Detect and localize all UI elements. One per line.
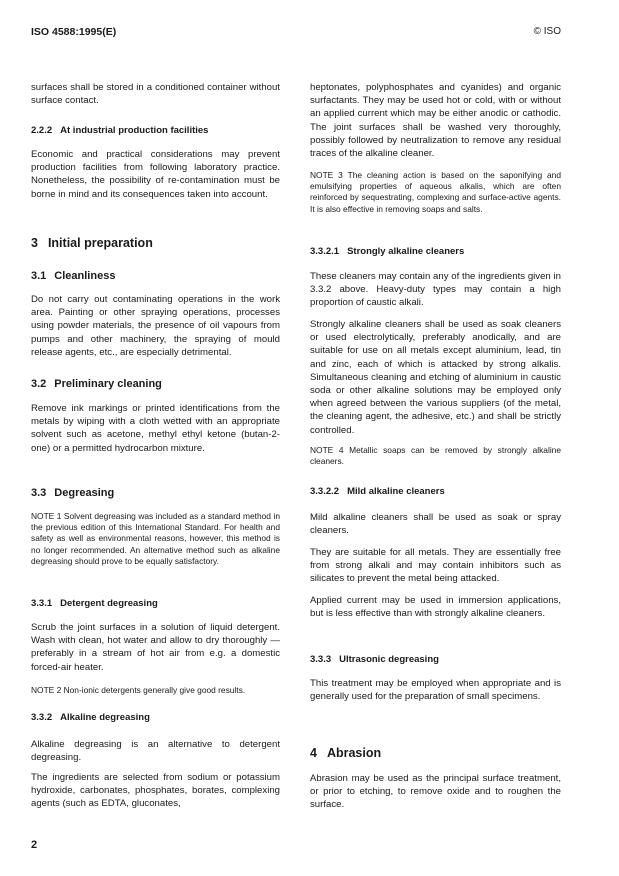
section-heading-3-3-2-2 [310,486,561,497]
paragraph: Mild alkaline cleaners shall be used as soak or spray cleaners. [310,512,561,537]
section-heading-3-3-2-1 [310,246,561,257]
section-heading-3-3 [31,487,280,499]
section-heading-4 [310,746,561,760]
section-number: 3.1 [31,270,47,282]
section-heading-3-3-1 [31,598,280,609]
paragraph: surfaces shall be stored in a conditioned container without surface contact. [31,82,280,107]
paragraph: Alkaline degreasing is an alternative to detergent degreasing. [31,739,280,764]
copyright-mark: © ISO [533,26,561,37]
note: NOTE 1 Solvent degreasing was included as a standard method in the previous edition of this International Standard. For health and safety as well as environmental reasons, however, this method is no longer recommended. An alternative method such as alkaline degreasing should prove to be equally satisfactory. [31,511,280,566]
paragraph: Strongly alkaline cleaners shall be used as soak cleaners or used electrolytically, preferably anodically, and are suitable for use on all metals except aluminium, lead, tin and zinc, each of which is attacked by strong alkalis. Simultaneous cleaning and etching of aluminium in caustic soda or other alkaline solutions may be employed only when agreed between the various suppliers (of the metal, the cleaning agent, the adhesive, etc.) and shall be strictly controlled. [310,319,561,436]
section-title: Ultrasonic degreasing [339,654,439,665]
section-title: At industrial production facilities [60,125,209,136]
note: NOTE 4 Metallic soaps can be removed by strongly alkaline cleaners. [310,445,561,467]
section-number: 3.3.2 [31,712,53,723]
section-number: 4 [310,746,317,760]
paragraph: Economic and practical considerations may prevent production facilities from following laboratory practice. Nonetheless, the possibility of re-contamination must be borne in mind and its consequences taken into account. [31,149,280,200]
paragraph: They are suitable for all metals. They are essentially free from strong alkali and may contain inhibitors such as silicates to prevent the metal being attacked. [310,547,561,585]
paragraph: These cleaners may contain any of the ingredients given in 3.3.2 above. Heavy-duty types may contain a high proportion of caustic alkali. [310,271,561,309]
note: NOTE 2 Non-ionic detergents generally give good results. [31,685,246,695]
paragraph: Abrasion may be used as the principal surface treatment, or prior to etching, to remove oxide and to roughen the surface. [310,773,561,811]
section-title: Abrasion [326,746,382,760]
section-title: Strongly alkaline cleaners [347,246,465,257]
paragraph: Do not carry out contaminating operations in the work area. Painting or other spraying operations, processes using powder materials, the presence of oil vapours from pumps and other machinery, the spraying of mould release agents, etc., are especially detrimental. [31,294,280,358]
section-title: Mild alkaline cleaners [347,486,445,497]
paragraph: This treatment may be employed when appropriate and is generally used for the preparation of small specimens. [310,678,561,703]
paragraph: Applied current may be used in immersion applications, but is less effective than with strongly alkaline cleaners. [310,595,561,620]
section-heading-3-3-3 [310,654,561,665]
section-heading-3-2 [31,378,280,390]
paragraph: heptonates, polyphosphates and cyanides) and organic surfactants. They may be used hot or cold, with or without an applied current which may be either anodic or cathodic. The joint surfaces shall be washed very thoroughly, possibly followed by neutralization to remove any residual traces of the alkaline cleaner. [310,82,561,160]
section-heading-3-1 [31,270,280,282]
section-number: 3 [31,236,38,250]
paragraph: Scrub the joint surfaces in a solution of liquid detergent. Wash with clean, hot water and allow to dry thoroughly — preferably in a stream of hot air from e.g. a domestic forced-air heater. [31,622,280,673]
section-title: Degreasing [54,487,115,499]
paragraph: The ingredients are selected from sodium or potassium hydroxide, carbonates, phosphates, borates, complexing agents (such as EDTA, gluconates, [31,772,280,810]
document-id: ISO 4588:1995(E) [31,26,117,38]
section-number: 3.3.3 [310,654,332,665]
note: NOTE 3 The cleaning action is based on the saponifying and emulsifying properties of aqueous alkalis, which are often reinforced by sequestrating, complexing and surface-active agents. It is also effective in removing soaps and salts. [310,170,561,214]
section-number: 2.2.2 [31,125,53,136]
section-title: Preliminary cleaning [54,378,162,390]
section-number: 3.3.1 [31,598,53,609]
section-title: Initial preparation [47,236,153,250]
section-heading-3 [31,236,280,250]
section-number: 3.3.2.2 [310,486,340,497]
section-number: 3.3 [31,487,47,499]
section-number: 3.2 [31,378,47,390]
section-number: 3.3.2.1 [310,246,340,257]
section-title: Alkaline degreasing [60,712,150,723]
section-title: Detergent degreasing [60,598,158,609]
section-title: Cleanliness [54,270,116,282]
page-number: 2 [31,839,38,851]
section-heading-2-2-2 [31,125,280,136]
paragraph: Remove ink markings or printed identifications from the metals by wiping with a cloth wetted with an appropriate solvent such as acetone, methyl ethyl ketone (butan-2-one) or a permitted hydrocarbon mixture. [31,403,280,454]
section-heading-3-3-2 [31,712,280,723]
